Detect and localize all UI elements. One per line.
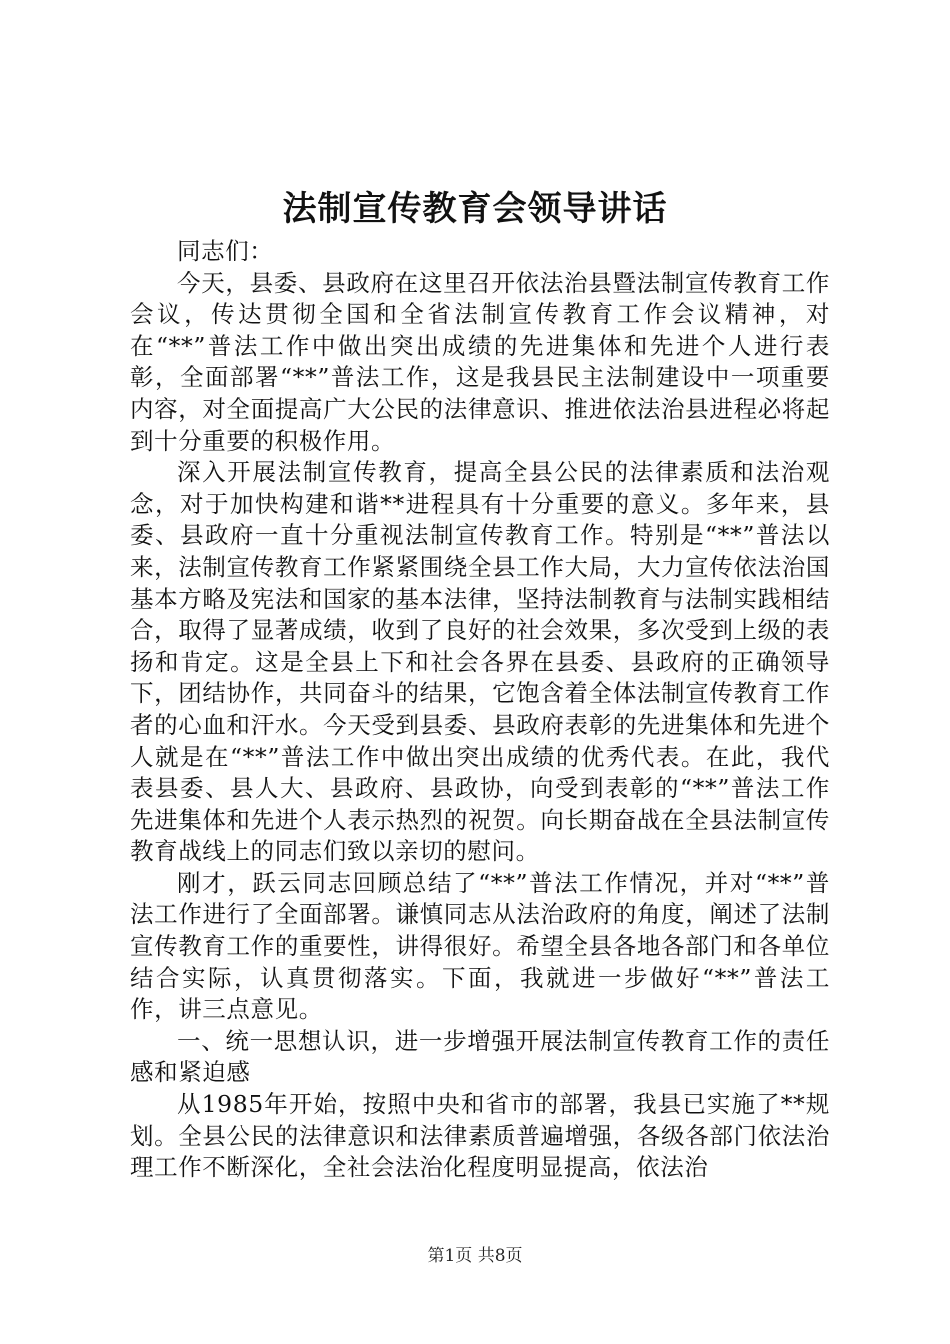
salutation: 同志们：	[177, 237, 274, 265]
document-body	[130, 236, 830, 1184]
paragraph-4: 从1985年开始，按照中央和省市的部署，我县已实施了**规划。全县公民的法律意识和法律素质普遍增强，各级各部门依法治理工作不断深化，全社会法治化程度明显提高，依法治	[130, 1090, 830, 1182]
paragraph-1: 今天，县委、县政府在这里召开依法治县暨法制宣传教育工作会议，传达贯彻全国和全省法制宣传教育工作会议精神，对在“**”普法工作中做出突出成绩的先进集体和先进个人进行表彰，全面部署“**”普法工作，这是我县民主法制建设中一项重要内容，对全面提高广大公民的法律意识、推进依法治县进程必将起到十分重要的积极作用。	[130, 268, 830, 455]
section-heading-1: 一、统一思想认识，进一步增强开展法制宣传教育工作的责任感和紧迫感	[130, 1026, 830, 1087]
document-title: 法制宣传教育会领导讲话	[282, 189, 668, 229]
page-footer: 第1页 共8页	[427, 1246, 523, 1266]
paragraph-2: 深入开展法制宣传教育，提高全县公民的法律素质和法治观念，对于加快构建和谐**进程具有十分重要的意义。多年来，县委、县政府一直十分重视法制宣传教育工作。特别是“**”普法以来，法制宣传教育工作紧紧围绕全县工作大局，大力宣传依法治国基本方略及宪法和国家的基本法律，坚持法制教育与法制实践相结合，取得了显著成绩，收到了良好的社会效果，多次受到上级的表扬和肯定。这是全县上下和社会各界在县委、县政府的正确领导下，团结协作，共同奋斗的结果，它饱含着全体法制宣传教育工作者的心血和汗水。今天受到县委、县政府表彰的先进集体和先进个人就是在“**”普法工作中做出突出成绩的优秀代表。在此，我代表县委、县人大、县政府、县政协，向受到表彰的“**”普法工作先进集体和先进个人表示热烈的祝贺。向长期奋战在全县法制宣传教育战线上的同志们致以亲切的慰问。	[130, 458, 830, 866]
paragraph-3: 刚才，跃云同志回顾总结了“**”普法工作情况，并对“**”普法工作进行了全面部署。谦慎同志从法治政府的角度，阐述了法制宣传教育工作的重要性，讲得很好。希望全县各地各部门和各单位结合实际，认真贯彻落实。下面，我就进一步做好“**”普法工作，讲三点意见。	[130, 868, 830, 1024]
